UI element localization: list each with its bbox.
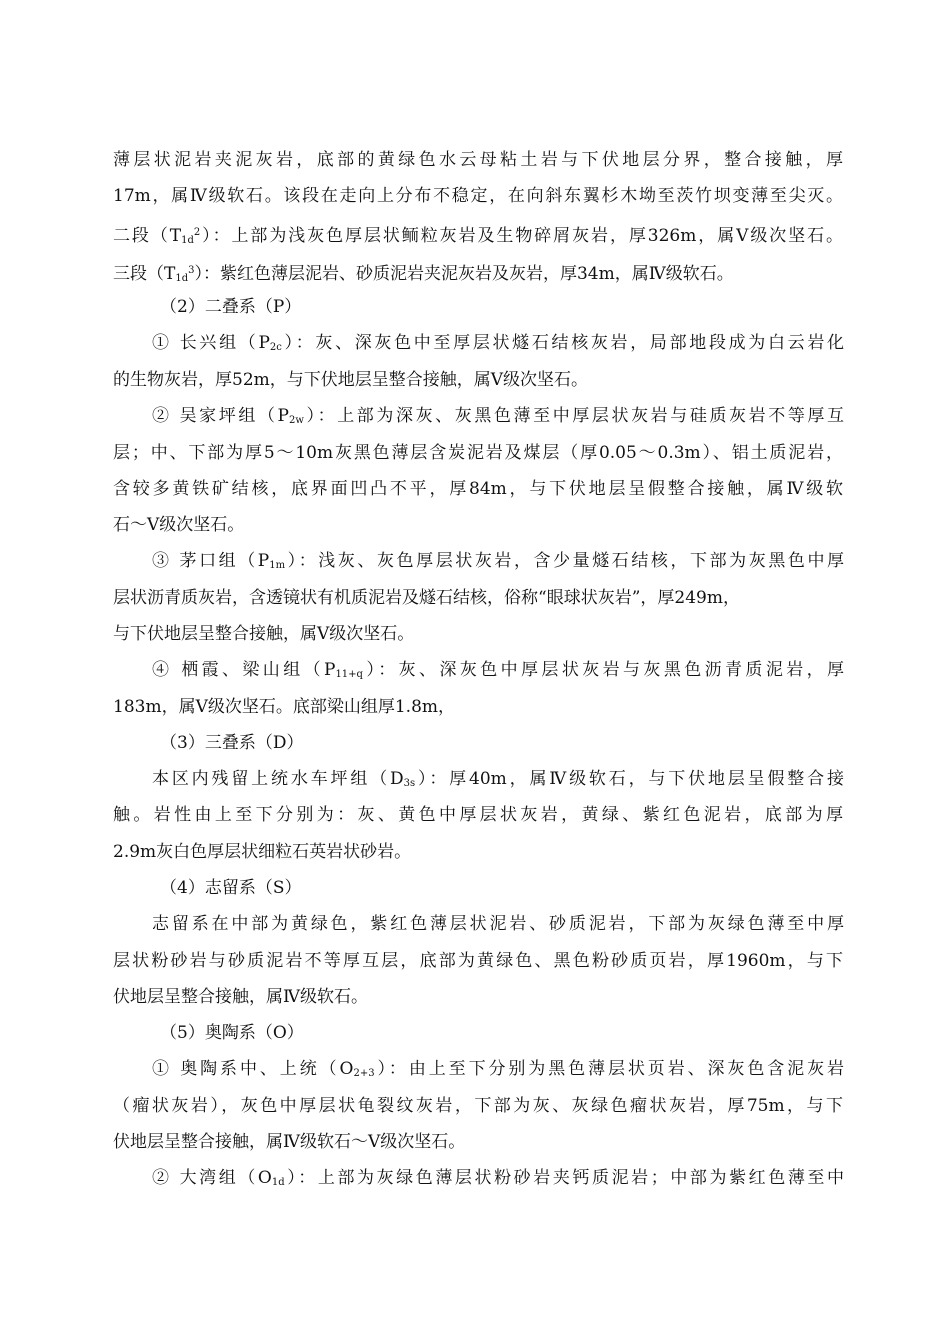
- text-line: 石～Ⅴ级次坚石。: [113, 515, 245, 535]
- text-line: ① 奥陶系中、上统$(O_{2+3})$：由上至下分别为黑色薄层状页岩、深灰色含泥灰岩: [152, 1059, 844, 1079]
- text-line: 17m，属Ⅳ级软石。该段在走向上分布不稳定，在向斜东翼杉木坳至茨竹坝变薄至尖灭。: [113, 186, 843, 206]
- text-line: 层状粉砂岩与砂质泥岩不等厚互层，底部为黄绿色、黑色粉砂质页岩，厚1960m，与下: [113, 951, 843, 971]
- text-line: 与下伏地层呈整合接触，属Ⅴ级次坚石。: [113, 624, 415, 644]
- section-heading: （4）志留系（S）: [160, 878, 302, 898]
- text-line: 含较多黄铁矿结核，底界面凹凸不平，厚84m，与下伏地层呈假整合接触，属Ⅳ级软: [113, 479, 843, 499]
- text-line: 伏地层呈整合接触，属Ⅳ级软石。: [113, 987, 368, 1007]
- text-line: 层；中、下部为厚5～10m灰黑色薄层含炭泥岩及煤层（厚0.05～0.3m）、铝土质泥岩，: [113, 443, 843, 463]
- section-heading: （3）三叠系（D）: [160, 733, 304, 753]
- text-line: ④ 栖霞、梁山组$(P_{11+q})$：灰、深灰色中厚层状灰岩与灰黑色沥青质泥岩，厚: [152, 660, 844, 680]
- text-line: ③ 茅口组$(P_{1m})$：浅灰、灰色厚层状灰岩，含少量燧石结核，下部为灰黑色中厚: [152, 551, 844, 571]
- text-line: 层状沥青质灰岩，含透镜状有机质泥岩及燧石结核，俗称“眼球状灰岩”，厚249m，: [113, 588, 740, 608]
- text-line: 2.9m灰白色厚层状细粒石英岩状砂岩。: [113, 842, 412, 862]
- text-line: ② 吴家坪组$(P_{2w})$：上部为深灰、灰黑色薄至中厚层状灰岩与硅质灰岩不等厚互: [152, 406, 844, 426]
- text-line: 二段$(T_{1d}^2)$：上部为浅灰色厚层状鲕粒灰岩及生物碎屑灰岩，厚326m，属Ⅴ级次坚石。: [113, 226, 843, 246]
- text-line: 触。岩性由上至下分别为：灰、黄色中厚层状灰岩，黄绿、紫红色泥岩，底部为厚: [113, 805, 843, 825]
- text-line: 志留系在中部为黄绿色，紫红色薄层状泥岩、砂质泥岩，下部为灰绿色薄至中厚: [152, 914, 844, 934]
- text-line: 183m，属Ⅴ级次坚石。底部梁山组厚1.8m，: [113, 697, 455, 717]
- text-line: （瘤状灰岩），灰色中厚层状龟裂纹灰岩，下部为灰、灰绿色瘤状灰岩，厚75m，与下: [113, 1096, 843, 1116]
- section-heading: （5）奥陶系（O）: [160, 1023, 304, 1043]
- text-line: 的生物灰岩，厚52m，与下伏地层呈整合接触，属Ⅴ级次坚石。: [113, 370, 589, 390]
- text-line: 薄层状泥岩夹泥灰岩，底部的黄绿色水云母粘土岩与下伏地层分界，整合接触，厚: [113, 150, 843, 170]
- section-heading: （2）二叠系（P）: [160, 297, 302, 317]
- text-line: 本区内残留上统水车坪组$(D_{3s})$：厚40m，属Ⅳ级软石，与下伏地层呈假整合接: [152, 769, 844, 789]
- text-line: ① 长兴组$(P_{2c})$：灰、深灰色中至厚层状燧石结核灰岩，局部地段成为白云岩化: [152, 333, 844, 353]
- text-line: 伏地层呈整合接触，属Ⅳ级软石～Ⅴ级次坚石。: [113, 1132, 466, 1152]
- text-line: 三段$(T_{1d}^3)$：紫红色薄层泥岩、砂质泥岩夹泥灰岩及灰岩，厚34m，属Ⅳ级软石。: [113, 264, 734, 284]
- text-line: ② 大湾组$(O_{1d})$：上部为灰绿色薄层状粉砂岩夹钙质泥岩；中部为紫红色薄至中: [152, 1168, 844, 1188]
